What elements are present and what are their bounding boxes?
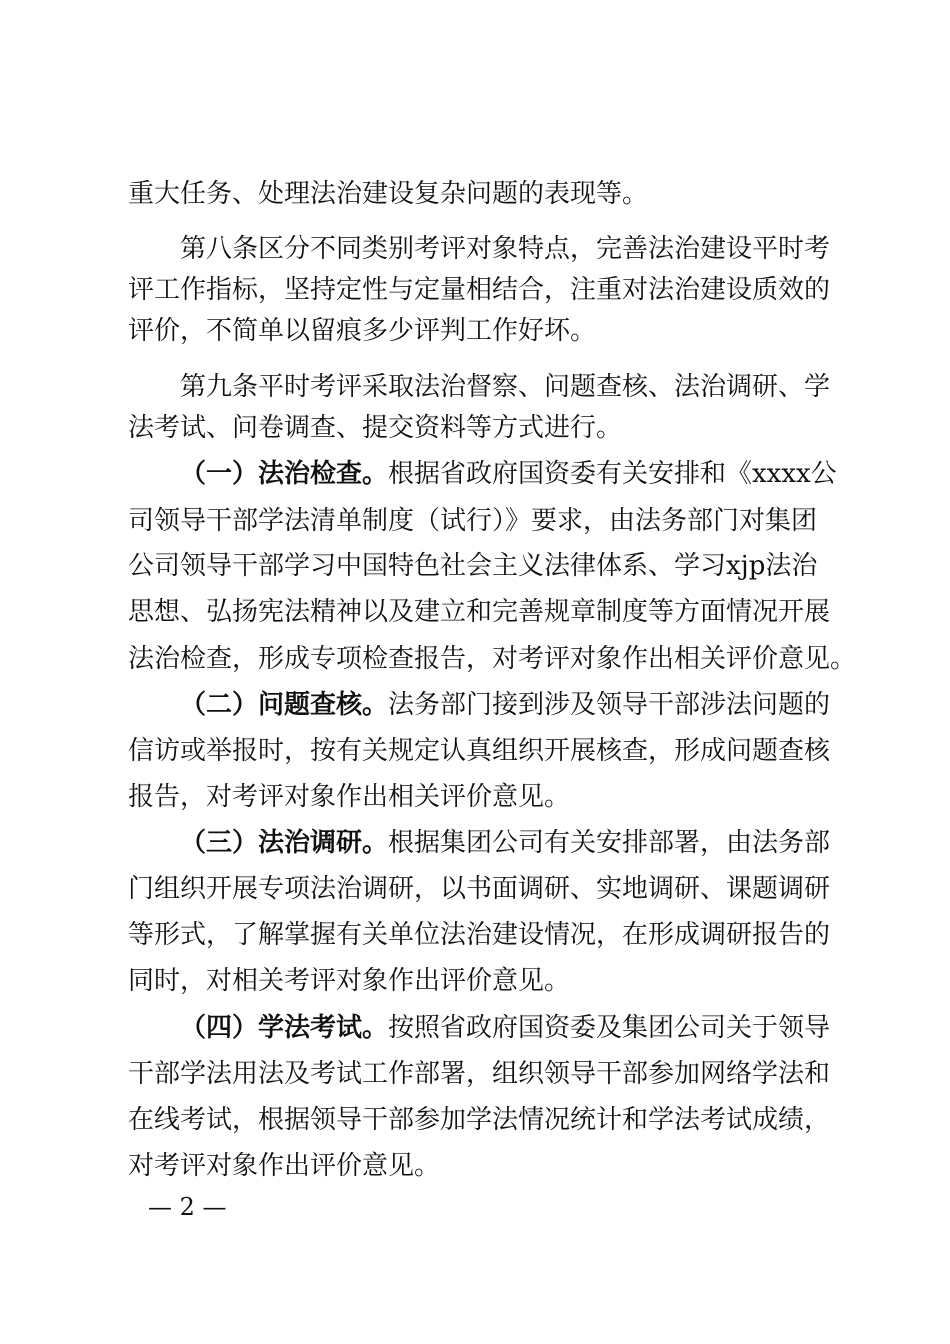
text-line: 门组织开展专项法治调研，以书面调研、实地调研、课题调研 <box>128 874 831 904</box>
text-line: 在线考试，根据领导干部参加学法情况统计和学法考试成绩， <box>128 1105 831 1135</box>
section-heading: （一）法治检查。 <box>180 459 389 489</box>
section-3-line <box>180 826 830 860</box>
page-number: — 2 — <box>148 1193 227 1221</box>
text-line: 等形式，了解掌握有关单位法治建设情况，在形成调研报告的 <box>128 920 831 950</box>
text-line: 法治检查，形成专项检查报告，对考评对象作出相关评价意见。 <box>128 644 857 674</box>
text-line: 法考试、问卷调查、提交资料等方式进行。 <box>128 413 623 443</box>
text-line: 公司领导干部学习中国特色社会主义法律体系、学习xjp法治 <box>128 551 818 581</box>
section-1-line <box>180 457 837 491</box>
section-text: 法务部门接到涉及领导干部涉法问题的 <box>388 690 831 720</box>
section-heading: （四）学法考试。 <box>180 1013 389 1043</box>
article-8-line: 第八条区分不同类别考评对象特点，完善法治建设平时考 <box>180 234 831 264</box>
section-text: 根据集团公司有关安排部署，由法务部 <box>388 828 831 858</box>
text-line: 评价，不简单以留痕多少评判工作好坏。 <box>128 316 597 346</box>
text-line: 报告，对考评对象作出相关评价意见。 <box>128 782 571 812</box>
article-9-line: 第九条平时考评采取法治督察、问题查核、法治调研、学 <box>180 372 831 402</box>
text-line: 同时，对相关考评对象作出评价意见。 <box>128 966 571 996</box>
section-4-line <box>180 1011 830 1045</box>
text-line: 干部学法用法及考试工作部署，组织领导干部参加网络学法和 <box>128 1059 831 1089</box>
section-text: 根据省政府国资委有关安排和《xxxx公 <box>388 459 837 489</box>
section-heading: （三）法治调研。 <box>180 828 389 858</box>
text-line: 司领导干部学法清单制度（试行）》要求，由法务部门对集团 <box>128 506 818 536</box>
text-line: 重大任务、处理法治建设复杂问题的表现等。 <box>128 179 649 209</box>
text-line: 对考评对象作出评价意见。 <box>128 1151 441 1181</box>
section-text: 按照省政府国资委及集团公司关于领导 <box>388 1013 831 1043</box>
section-heading: （二）问题查核。 <box>180 690 389 720</box>
text-line: 思想、弘扬宪法精神以及建立和完善规章制度等方面情况开展 <box>128 597 831 627</box>
section-2-line <box>180 688 830 722</box>
text-line: 信访或举报时，按有关规定认真组织开展核查，形成问题查核 <box>128 736 831 766</box>
text-line: 评工作指标，坚持定性与定量相结合，注重对法治建设质效的 <box>128 275 831 305</box>
